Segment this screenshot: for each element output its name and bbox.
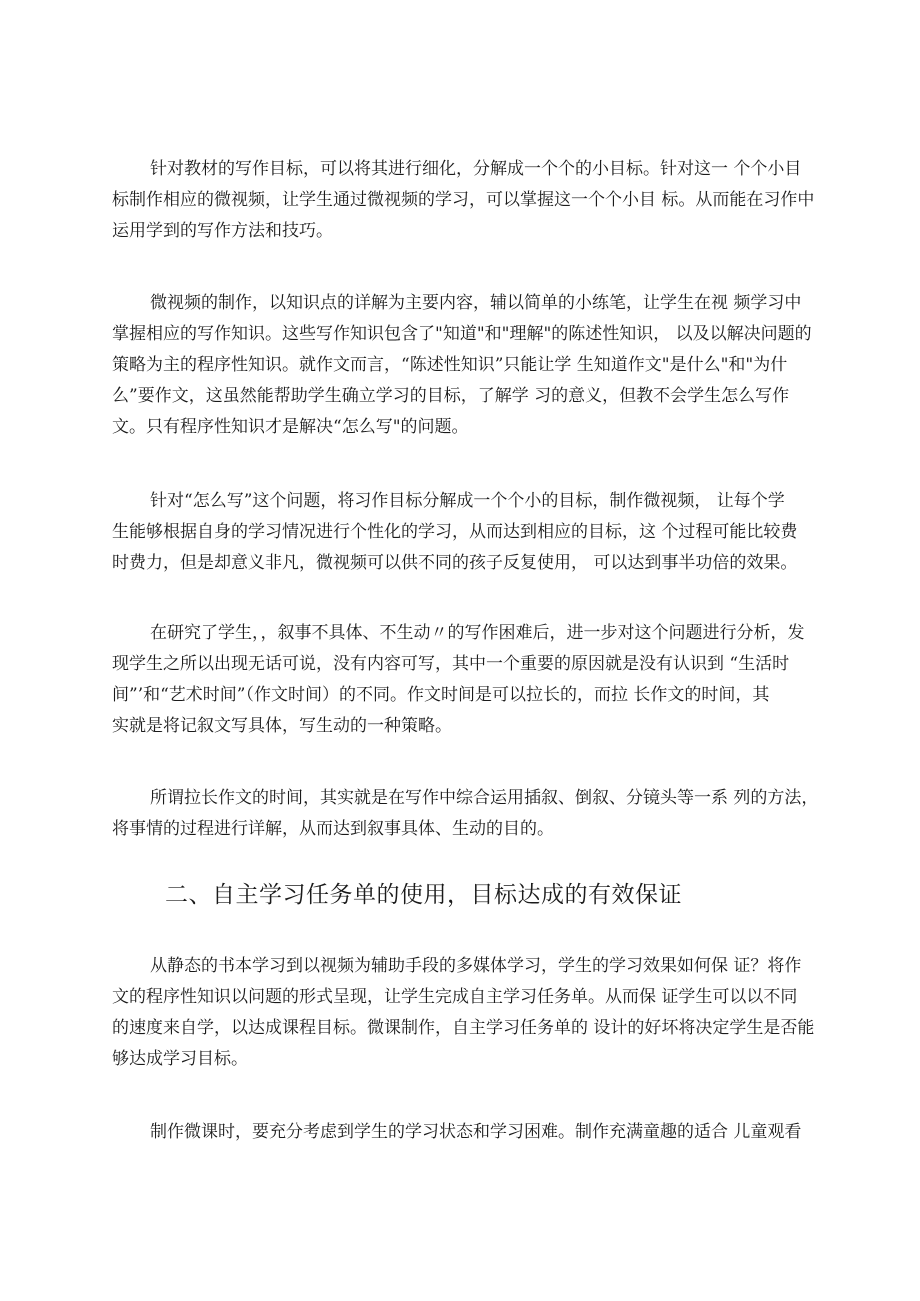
paragraph-line: 么”要作文，这虽然能帮助学生确立学习的目标，了解学 习的意义，但教不会学生怎么写作 bbox=[112, 386, 790, 406]
paragraph-line: 微视频的制作，以知识点的详解为主要内容，辅以简单的小练笔，让学生在视 频学习中 bbox=[150, 293, 802, 313]
paragraph-line: 针对教材的写作目标，可以将其进行细化，分解成一个个的小目标。针对这一 个个小目 bbox=[150, 159, 802, 179]
paragraph-line: 现学生之所以出现无话可说，没有内容可写，其中一个重要的原因就是没有认识到 “生活时 bbox=[112, 654, 790, 674]
paragraph-line: 文。只有程序性知识才是解决“怎么写"的问题。 bbox=[112, 417, 469, 437]
paragraph-line: 掌握相应的写作知识。这些写作知识包含了"知道"和"理解"的陈述性知识， 以及以解决问题的 bbox=[112, 324, 812, 344]
paragraph-line: 时费力，但是却意义非凡，微视频可以供不同的孩子反复使用， 可以达到事半功倍的效果。 bbox=[112, 553, 798, 573]
paragraph-line: 策略为主的程序性知识。就作文而言，“陈述性知识”只能让学 生知道作文"是什么"和"为什 bbox=[112, 355, 788, 375]
paragraph-line: 生能够根据自身的学习情况进行个性化的学习，从而达到相应的目标，这 个过程可能比较费 bbox=[112, 522, 798, 542]
paragraph-line: 针对“怎么写”这个问题，将习作目标分解成一个个小的目标，制作微视频， 让每个学 bbox=[150, 491, 785, 511]
paragraph-line: 的速度来自学，以达成课程目标。微课制作，自主学习任务单的 设计的好坏将决定学生是否能 bbox=[112, 1018, 815, 1038]
paragraph-4 bbox=[112, 618, 812, 742]
paragraph-line: 文的程序性知识以问题的形式呈现，让学生完成自主学习任务单。从而保 证学生可以以不同 bbox=[112, 987, 798, 1007]
paragraph-line: 制作微课时，要充分考虑到学生的学习状态和学习困难。制作充满童趣的适合 儿童观看 bbox=[150, 1122, 802, 1142]
paragraph-line: 够达成学习目标。 bbox=[112, 1049, 248, 1069]
paragraph-line: 在研究了学生，，叙事不具体、不生动〃的写作困难后，进一步对这个问题进行分析，发 bbox=[150, 623, 805, 643]
paragraph-line: 将事情的过程进行详解，从而达到叙事具体、生动的目的。 bbox=[112, 819, 554, 839]
paragraph-line: 实就是将记叙文写具体，写生动的一种策略。 bbox=[112, 716, 452, 736]
paragraph-3 bbox=[112, 486, 812, 579]
paragraph-2 bbox=[112, 288, 812, 443]
paragraph-7 bbox=[112, 1117, 812, 1148]
paragraph-line: 所谓拉长作文的时间，其实就是在写作中综合运用插叙、倒叙、分镜头等一系 列的方法， bbox=[150, 788, 819, 808]
paragraph-1 bbox=[112, 154, 815, 247]
section-heading: 二、自主学习任务单的使用，目标达成的有效保证 bbox=[165, 882, 682, 908]
paragraph-line: 间”’和“艺术时间”（作文时间）的不同。作文时间是可以拉长的，而拉 长作文的时间，其 bbox=[112, 685, 770, 705]
paragraph-line: 运用学到的写作方法和技巧。 bbox=[112, 221, 333, 241]
paragraph-line: 标制作相应的微视频，让学生通过微视频的学习，可以掌握这一个个小目 标。从而能在习作中 bbox=[112, 190, 815, 210]
paragraph-line: 从静态的书本学习到以视频为辅助手段的多媒体学习，学生的学习效果如何保 证？将作 bbox=[150, 956, 802, 976]
paragraph-5 bbox=[112, 783, 819, 845]
paragraph-6 bbox=[112, 951, 815, 1075]
